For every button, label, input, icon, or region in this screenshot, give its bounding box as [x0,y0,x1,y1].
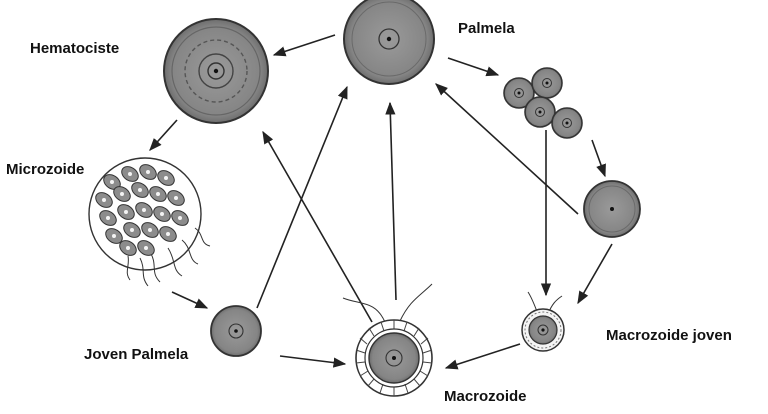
arrow-cluster-to-cell [592,140,605,176]
palmela-stage-cell [584,181,640,237]
cluster-cell [532,68,562,98]
arrow-cell-to-palmela [436,84,578,214]
arrow-joven-palmela-to-macrozoide [280,356,345,364]
arrow-macrozoide-joven-to-macrozoide [446,344,520,368]
arrow-hematociste-to-microzoide [150,120,177,150]
label-macrozoide: Macrozoide [444,388,527,405]
cluster-cell [525,97,555,127]
arrow-cell-to-macrozoide-joven [578,244,612,303]
cluster-cell [552,108,582,138]
macrozoide-cell [343,284,432,396]
hematociste-cell [164,19,268,123]
arrow-palmela-to-hematociste [274,35,335,55]
arrow-macrozoide-to-palmela [390,103,396,300]
arrow-microzoide-to-joven-palmela [172,292,207,308]
joven-palmela-cell [211,306,261,356]
microzoide-cell [89,158,210,286]
label-joven-palmela: Joven Palmela [84,346,189,363]
label-hematociste: Hematociste [30,40,120,57]
arrow-joven-palmela-to-palmela [257,87,347,308]
label-palmela: Palmela [458,20,515,37]
dividing-cell-cluster [504,68,582,138]
palmela-cell [344,0,434,84]
arrow-palmela-to-cluster [448,58,498,75]
macrozoide-joven-cell [522,292,564,351]
label-microzoide: Microzoide [6,161,85,178]
label-macrozoide-joven: Macrozoide joven [606,327,732,344]
